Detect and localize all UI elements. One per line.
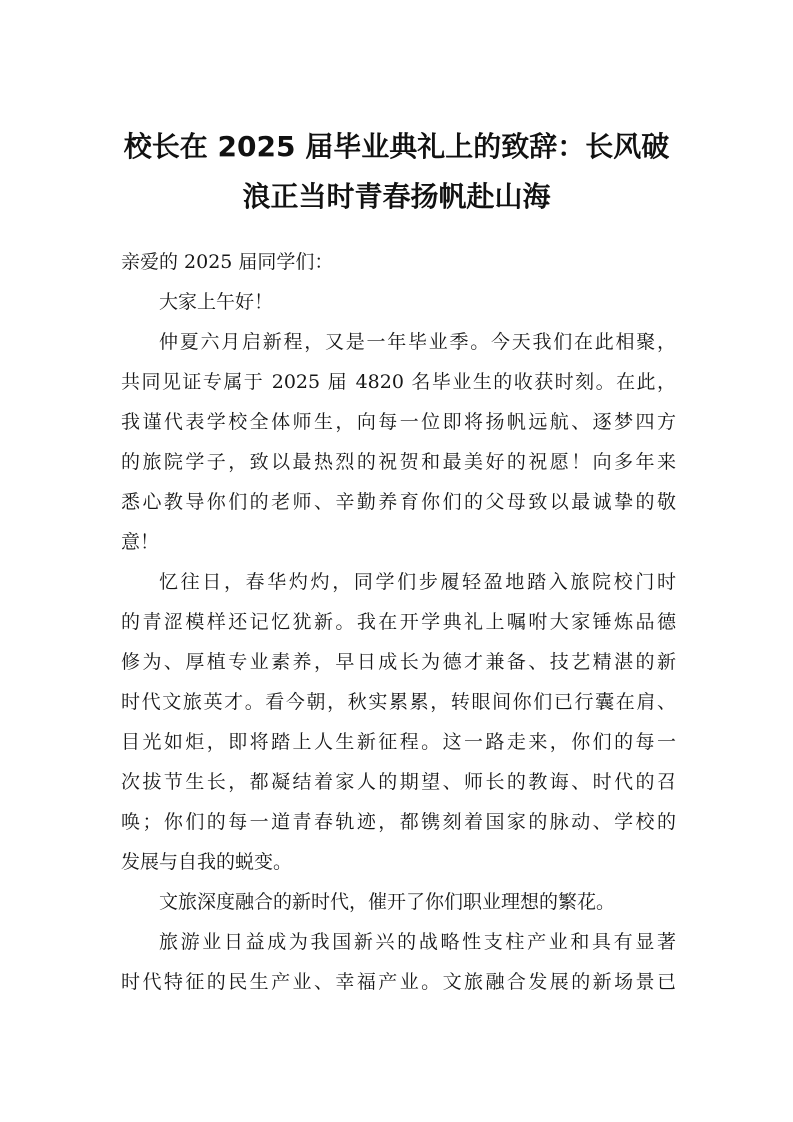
text-line: 文旅深度融合的新时代，催开了你们职业理想的繁花。 [159,891,616,913]
text-line: 旅游业日益成为我国新兴的战略性支柱产业和具有显著 [159,931,676,953]
text-line: 悉心教导你们的老师、辛勤养育你们的父母致以最诚挚的敬 [121,491,676,513]
text-line: 修为、厚植专业素养，早日成长为德才兼备、技艺精湛的新 [121,651,676,673]
text-line: 忆往日，春华灼灼，同学们步履轻盈地踏入旅院校门时 [159,571,676,593]
text-line: 次拔节生长，都凝结着家人的期望、师长的教诲、时代的召 [121,771,676,793]
text-line: 意！ [121,531,160,553]
title-line-2: 浪正当时青春扬帆赴山海 [242,180,551,213]
text-line: 仲夏六月启新程，又是一年毕业季。今天我们在此相聚， [159,331,676,353]
text-line: 时代特征的民生产业、幸福产业。文旅融合发展的新场景已 [121,971,676,993]
body-paragraph [121,882,676,922]
salutation-paragraph [121,242,676,282]
text-line: 的旅院学子，致以最热烈的祝贺和最美好的祝愿！向多年来 [121,451,676,473]
text-line: 目光如炬，即将踏上人生新征程。这一路走来，你们的每一 [121,731,676,753]
document-title [100,122,693,222]
body-paragraph [121,322,676,562]
body-paragraph [121,562,676,882]
greeting-paragraph [121,282,676,322]
text-line: 时代文旅英才。看今朝，秋实累累，转眼间你们已行囊在肩、 [121,691,676,713]
text-line: 亲爱的 2025 届同学们： [121,251,334,273]
text-line: 唤；你们的每一道青春轨迹，都镌刻着国家的脉动、学校的 [121,811,676,833]
text-line: 共同见证专属于 2025 届 4820 名毕业生的收获时刻。在此， [121,371,676,393]
text-line: 发展与自我的蜕变。 [121,851,293,873]
body-paragraph [121,922,676,1002]
text-line: 我谨代表学校全体师生，向每一位即将扬帆远航、逐梦四方 [121,411,676,433]
text-line: 大家上午好！ [159,291,274,313]
document-body [121,242,676,1002]
title-line-1: 校长在 2025 届毕业典礼上的致辞：长风破 [123,130,670,163]
text-line: 的青涩模样还记忆犹新。我在开学典礼上嘱咐大家锤炼品德 [121,611,676,633]
